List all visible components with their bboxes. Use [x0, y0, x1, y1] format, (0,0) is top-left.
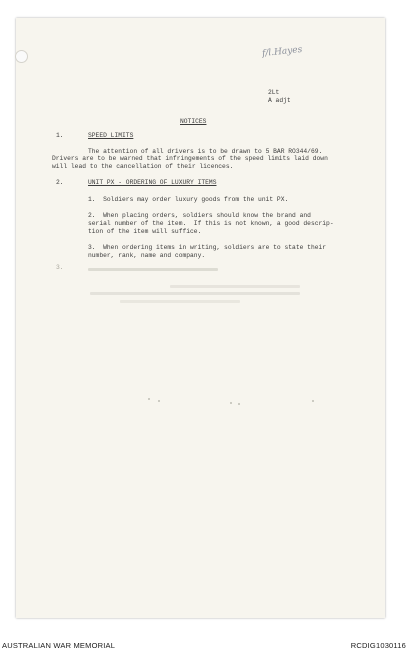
item2-para2-line3: tion of the item will suffice. [88, 228, 202, 235]
item2-para3-line2: number, rank, name and company. [88, 252, 206, 259]
faded-text-ghost [120, 300, 240, 303]
item2-number: 2. [56, 179, 64, 186]
item3-number: 3. [56, 264, 64, 271]
item1-line1: The attention of all drivers is to be drawn to 5 BAR RO344/69. [88, 148, 323, 155]
item2-para2-line2: serial number of the item. If this is not known, a good descrip- [88, 220, 334, 227]
punch-hole [15, 50, 28, 63]
paper-mark [312, 400, 314, 402]
paper-mark [148, 398, 150, 400]
document-page [16, 18, 385, 618]
item2-para3-line1: 3. When ordering items in writing, soldiers are to state their [88, 244, 327, 251]
paper-mark [238, 403, 240, 405]
item1-number: 1. [56, 132, 64, 139]
item2-heading: UNIT PX - ORDERING OF LUXURY ITEMS [88, 179, 217, 186]
footer-reference: RCDIG1030116 [350, 641, 406, 650]
item1-line2: Drivers are to be warned that infringements of the speed limits laid down [52, 155, 328, 162]
header-role: A adjt [268, 97, 291, 104]
header-rank: 2Lt [268, 89, 280, 96]
faded-text-ghost [90, 292, 300, 295]
handwritten-signature: f/l.Hayes [261, 44, 303, 60]
item1-heading: SPEED LIMITS [88, 132, 134, 139]
item2-para2-line1: 2. When placing orders, soldiers should know the brand and [88, 212, 311, 219]
footer-institution: AUSTRALIAN WAR MEMORIAL [2, 641, 116, 650]
faded-text-ghost [170, 285, 300, 288]
faded-heading-ghost [88, 268, 218, 271]
paper-mark [158, 400, 160, 402]
paper-mark [230, 402, 232, 404]
item2-para1: 1. Soldiers may order luxury goods from the unit PX. [88, 196, 289, 203]
item1-line3: will lead to the cancellation of their licences. [52, 163, 234, 170]
page-title: NOTICES [180, 118, 207, 125]
